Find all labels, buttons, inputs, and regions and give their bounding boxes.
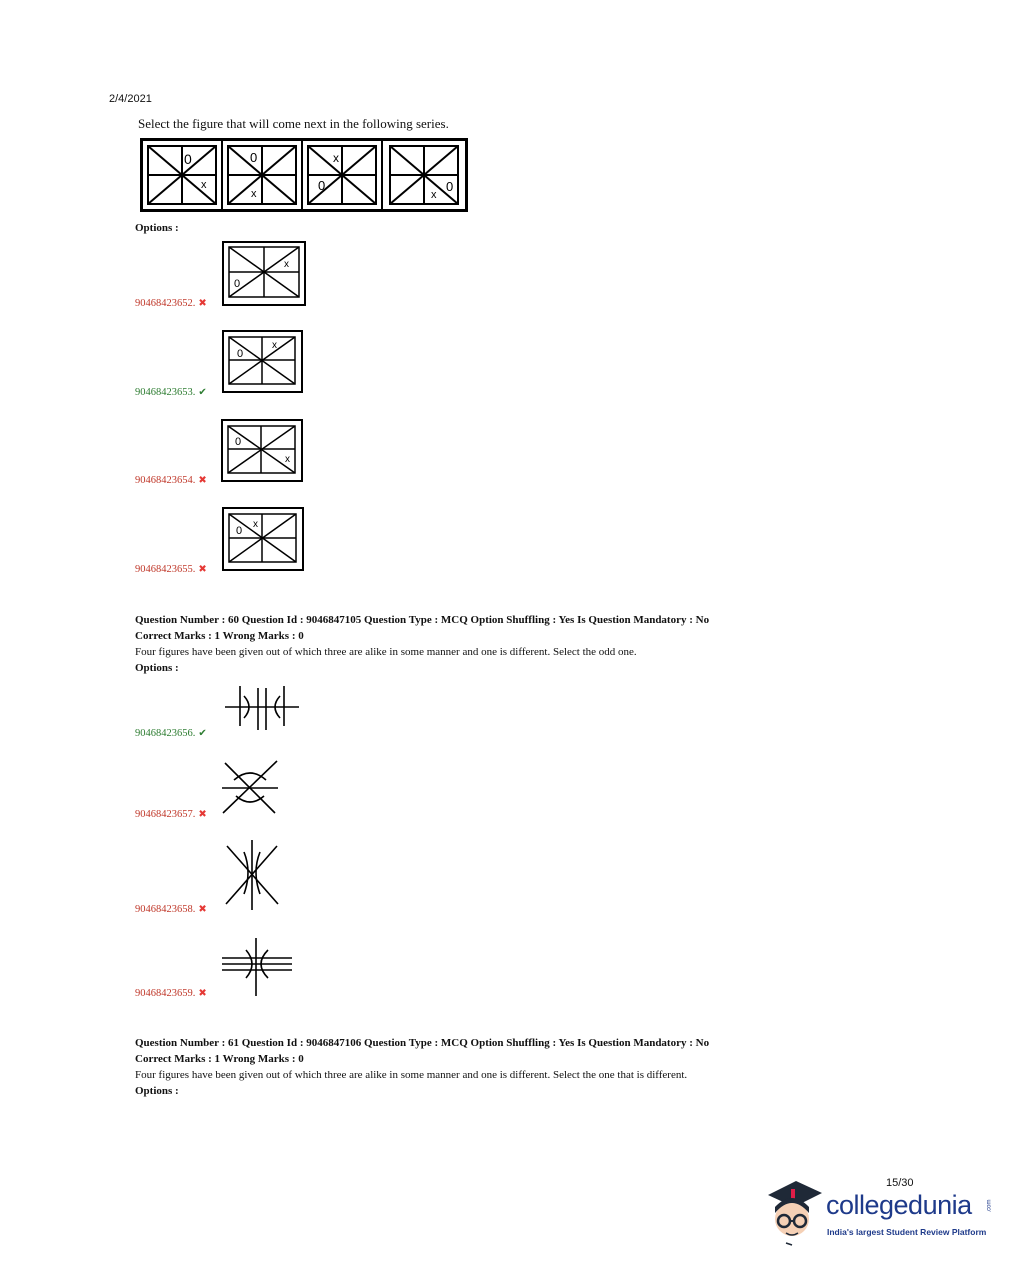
option-id-90468423652: 90468423652. ✖: [135, 298, 207, 309]
svg-text:0: 0: [234, 278, 241, 290]
options-label-59: Options :: [135, 222, 179, 234]
svg-text:x: x: [272, 340, 277, 351]
series-figure: [140, 138, 468, 212]
series-3-circle-mark: 0: [318, 178, 326, 193]
option-figure-2[interactable]: [222, 330, 303, 393]
logo-tagline: India's largest Student Review Platform: [827, 1227, 987, 1237]
series-3-cross-mark: x: [333, 151, 339, 165]
option-id-90468423658: 90468423658. ✖: [135, 904, 207, 915]
svg-text:x: x: [253, 519, 258, 530]
question-60-text: Four figures have been given out of which three are alike in some manner and one is different. Select the odd one.: [135, 646, 637, 658]
wrong-mark-icon: ✖: [198, 988, 207, 999]
series-4-circle-mark: 0: [446, 179, 454, 194]
wrong-mark-icon: ✖: [198, 298, 207, 309]
option-id-90468423655: 90468423655. ✖: [135, 564, 207, 575]
odd-figure-2[interactable]: [220, 758, 280, 816]
question-60-marks: Correct Marks : 1 Wrong Marks : 0: [135, 630, 304, 642]
svg-text:x: x: [285, 454, 290, 465]
collegedunia-mascot-icon: [764, 1177, 826, 1247]
series-2-cross-mark: x: [251, 188, 257, 200]
question-59-text: Select the figure that will come next in the following series.: [138, 116, 449, 131]
series-panel-2: [228, 146, 296, 204]
odd-figure-3[interactable]: [222, 838, 282, 912]
option-id-90468423656: 90468423656. ✔: [135, 728, 207, 739]
question-60-meta: Question Number : 60 Question Id : 9046847105 Question Type : MCQ Option Shuffling : Yes Is Question Mandatory : No: [135, 614, 710, 626]
series-2-circle-mark: 0: [250, 150, 258, 165]
wrong-mark-icon: ✖: [198, 904, 207, 915]
check-mark-icon: ✔: [198, 728, 207, 739]
svg-text:0: 0: [235, 436, 242, 448]
wrong-mark-icon: ✖: [198, 475, 207, 486]
series-1-cross-mark: x: [201, 179, 207, 191]
option-id-90468423654: 90468423654. ✖: [135, 475, 207, 486]
svg-text:x: x: [284, 259, 289, 270]
question-61-marks: Correct Marks : 1 Wrong Marks : 0: [135, 1053, 304, 1065]
odd-figure-1[interactable]: [222, 680, 302, 732]
option-id-90468423653: 90468423653. ✔: [135, 387, 207, 398]
check-mark-icon: ✔: [198, 387, 207, 398]
options-label-60: Options :: [135, 662, 179, 674]
odd-figure-4[interactable]: [220, 936, 294, 998]
series-4-cross-mark: x: [431, 189, 437, 201]
option-id-90468423659: 90468423659. ✖: [135, 988, 207, 999]
question-61-text: Four figures have been given out of which three are alike in some manner and one is different. Select the one that is different.: [135, 1069, 688, 1081]
page-date: 2/4/2021: [109, 93, 152, 105]
wrong-mark-icon: ✖: [198, 564, 207, 575]
option-figure-4[interactable]: [222, 507, 304, 571]
question-61-meta: Question Number : 61 Question Id : 9046847106 Question Type : MCQ Option Shuffling : Yes Is Question Mandatory : No: [135, 1037, 710, 1049]
option-figure-1[interactable]: [222, 241, 306, 306]
option-id-90468423657: 90468423657. ✖: [135, 809, 207, 820]
series-panel-4: [390, 146, 458, 204]
logo-com-suffix: .com: [986, 1199, 993, 1213]
series-panel-1: [148, 146, 216, 204]
series-panel-3: [308, 146, 376, 204]
page-number: 15/30: [886, 1177, 914, 1189]
svg-text:0: 0: [237, 348, 244, 360]
wrong-mark-icon: ✖: [198, 809, 207, 820]
svg-text:0: 0: [236, 525, 243, 537]
collegedunia-logo: collegedunia: [826, 1190, 972, 1220]
series-1-circle-mark: 0: [184, 151, 192, 167]
option-figure-3[interactable]: [221, 419, 303, 482]
options-label-61: Options :: [135, 1085, 179, 1097]
